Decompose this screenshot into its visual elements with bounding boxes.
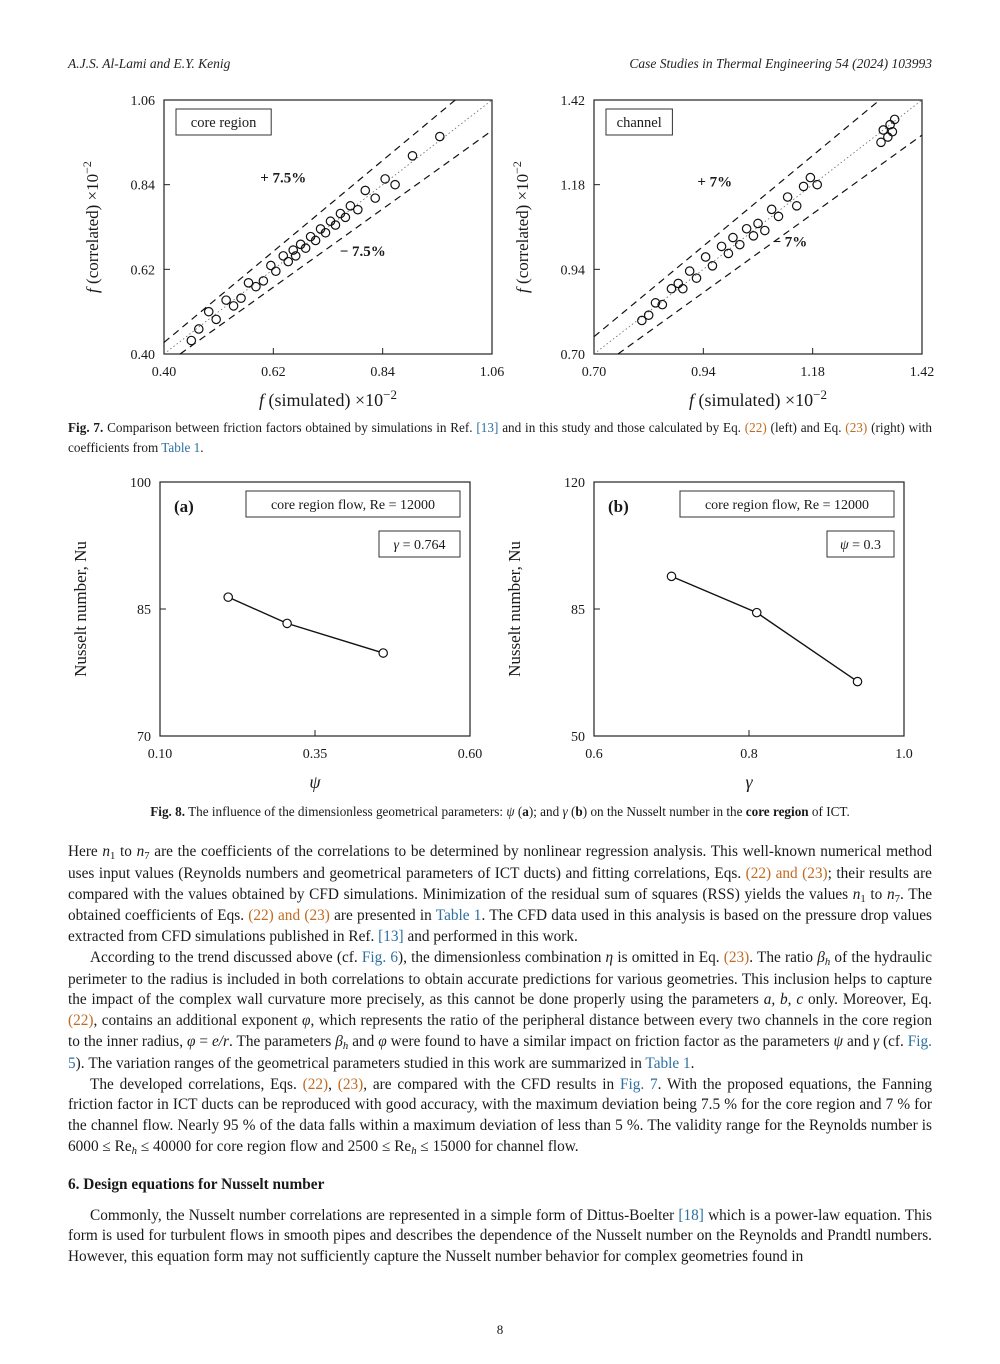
svg-text:0.94: 0.94 [691,365,716,380]
svg-text:0.62: 0.62 [130,263,155,279]
page-header [68,56,932,72]
svg-text:1.42: 1.42 [909,365,935,380]
ref-link[interactable]: (23) [723,948,750,966]
svg-text:f (simulated) ×10−2: f (simulated) $\times 10^{-2}$ [689,387,827,410]
svg-text:0.70: 0.70 [581,365,607,380]
fig7-core-region-chart [76,86,506,425]
ref-link[interactable]: (22) [302,1075,329,1093]
ref-link[interactable]: Fig. 6 [361,948,398,966]
svg-text:85: 85 [571,603,585,618]
fig7-channel-chart [506,86,936,425]
ref-link[interactable]: (22) [744,420,767,435]
ref-link[interactable]: [13] [378,928,404,946]
svg-text:0.70: 0.70 [560,348,585,363]
ref-link[interactable]: Fig. 5 [68,1033,933,1072]
fig7-caption: Fig. 7. Comparison between friction factors obtained by simulations in Ref. [13] and in this study and those calculated by Eq. (22) (left) and Eq. (23) (right) with coefficients from Table 1. [68,420,933,455]
svg-text:Nusselt number, Nu: Nusselt number, Nu [71,541,90,677]
ref-link[interactable]: Table 1 [161,439,201,455]
paragraph-4: Commonly, the Nusselt number correlations are represented in a simple form of Dittus-Boelter [18] which is a power-law equation. This form is used for turbulent flows in smooth pipes and describes the dependence of the Nusselt number on the Reynolds and Prandtl numbers. However, this equation form may not sufficiently capture the Nusselt number behavior for complex geometries found in [68,1206,932,1266]
svg-text:0.35: 0.35 [302,747,328,762]
svg-text:70: 70 [137,730,151,745]
svg-text:+ 7.5%: + 7.5% [260,170,307,187]
section-heading: 6. Design equations for Nusselt number [68,1175,325,1193]
header-journal: Case Studies in Thermal Engineering 54 (2024) 103993 [629,56,932,71]
svg-text:− 7.5%: − 7.5% [339,243,386,260]
svg-text:+ 7%: + 7% [697,174,733,191]
svg-text:ψ: ψ [309,772,321,792]
svg-text:(b): (b) [608,497,629,516]
svg-text:core region flow, Re = 12000: core region flow, Re = 12000 [270,498,436,513]
svg-text:− 7%: − 7% [772,234,808,251]
svg-text:Nusselt number, Nu: Nusselt number, Nu [505,541,524,677]
svg-text:50: 50 [571,730,585,745]
svg-text:0.60: 0.60 [457,747,483,762]
svg-text:γ = 0.764: γ = 0.764 [393,538,446,553]
fig8-psi-chart [64,468,484,807]
svg-text:(a): (a) [174,497,194,516]
ref-link[interactable]: (23) [845,420,868,435]
fig8-caption: Fig. 8. The influence of the dimensionless geometrical parameters: ψ (a); and γ (b) on the Nusselt number in the core region of ICT. [150,804,850,819]
fig8-gamma-chart [498,468,918,807]
header-authors: A.J.S. Al-Lami and E.Y. Kenig [68,56,231,71]
svg-text:0.84: 0.84 [370,365,395,380]
svg-text:1.42: 1.42 [560,94,585,109]
svg-text:0.40: 0.40 [151,365,177,380]
svg-text:100: 100 [130,476,151,491]
svg-text:0.84: 0.84 [130,178,155,194]
ref-link[interactable]: [13] [476,420,499,435]
ref-link[interactable]: (22) and (23) [745,864,828,882]
svg-text:1.18: 1.18 [560,178,585,194]
svg-text:core region: core region [190,115,257,131]
svg-text:0.94: 0.94 [560,263,585,279]
ref-link[interactable]: (23) [337,1075,364,1093]
svg-text:f (simulated) ×10−2: f (simulated) $\times 10^{-2}$ [259,387,397,410]
svg-text:1.0: 1.0 [895,747,913,762]
svg-text:f (correlated) ×10−2: f (correlated) $\times 10^{-2}$ [510,161,532,293]
svg-text:γ: γ [745,772,753,792]
ref-link[interactable]: (22) and (23) [248,907,330,925]
svg-text:1.18: 1.18 [800,365,825,380]
svg-text:f (correlated) ×10−2: f (correlated) $\times 10^{-2}$ [80,161,102,293]
svg-text:85: 85 [137,603,151,618]
svg-text:0.62: 0.62 [261,365,286,380]
svg-text:0.40: 0.40 [130,348,155,363]
figure-8 [64,468,918,807]
svg-text:1.06: 1.06 [479,365,505,380]
paragraph-2: According to the trend discussed above (cf. Fig. 6), the dimensionless combination η is omitted in Eq. (23). The ratio $\beta_h$ of the hydraulic perimeter to the radius is included in both correlations to obtain accurate predictions for various geometries. This inclusion helps to capture the impact of the complex wall curvature more precisely, as this cannot be done properly using the parameters a, b, c only. Moreover, Eq. (22), contains an additional exponent φ, which represents the ratio of the peripheral distance between every two channels in the core region to the inner radius, φ = e/r. The parameters $\beta_h$ and φ were found to have a similar impact on friction factor as the parameters ψ and γ (cf. Fig. 5). The variation ranges of the geometrical parameters studied in this work are summarized in Table 1. [68,948,933,1072]
paragraph-1: Here $n_1$ to $n_7$ are the coefficients of the correlations to be determined by nonlinear regression analysis. This well-known numerical method uses input values (Reynolds numbers and geometrical parameters of ICT ducts) and fitting correlations, Eqs. (22) and (23); their results are compared with the values obtained by CFD simulations. Minimization of the residual sum of squares (RSS) yields the values $n_1$ to $n_7$. The obtained coefficients of Eqs. (22) and (23) are presented in Table 1. The CFD data used in this analysis is based on the pressure drop values extracted from CFD simulations published in Ref. [13] and performed in this work. [68,843,933,946]
figure-7 [76,86,936,425]
paragraph-3: The developed correlations, Eqs. (22), (23), are compared with the CFD results in Fig. 7. With the proposed equations, the Fanning friction factor in ICT ducts can be reproduced with good accuracy, with the maximum deviation being 7.5 % for the core region and 7 % for the channel flow. Nearly 95 % of the data falls within a maximum deviation of less than 5 %. The validity range for the Reynolds number is $6000 \le Re_h \le 40000$ for core region flow and $2500 \le Re_h \le 15000$ for channel flow. [68,1075,933,1158]
svg-text:0.8: 0.8 [740,747,758,762]
ref-link[interactable]: [18] [678,1206,704,1224]
svg-text:1.06: 1.06 [130,94,155,109]
svg-text:0.6: 0.6 [585,747,603,762]
svg-text:120: 120 [564,476,585,491]
page-number: 8 [496,1322,504,1337]
svg-text:ψ = 0.3: ψ = 0.3 [839,538,882,553]
ref-link[interactable]: Table 1 [645,1054,691,1072]
svg-text:channel: channel [616,115,662,131]
svg-text:core region flow, Re = 12000: core region flow, Re = 12000 [704,498,870,513]
ref-link[interactable]: Fig. 7 [619,1075,658,1093]
ref-link[interactable]: (22) [68,1012,94,1030]
ref-link[interactable]: Table 1 [435,907,482,925]
svg-text:0.10: 0.10 [147,747,173,762]
body-text [68,842,932,1268]
